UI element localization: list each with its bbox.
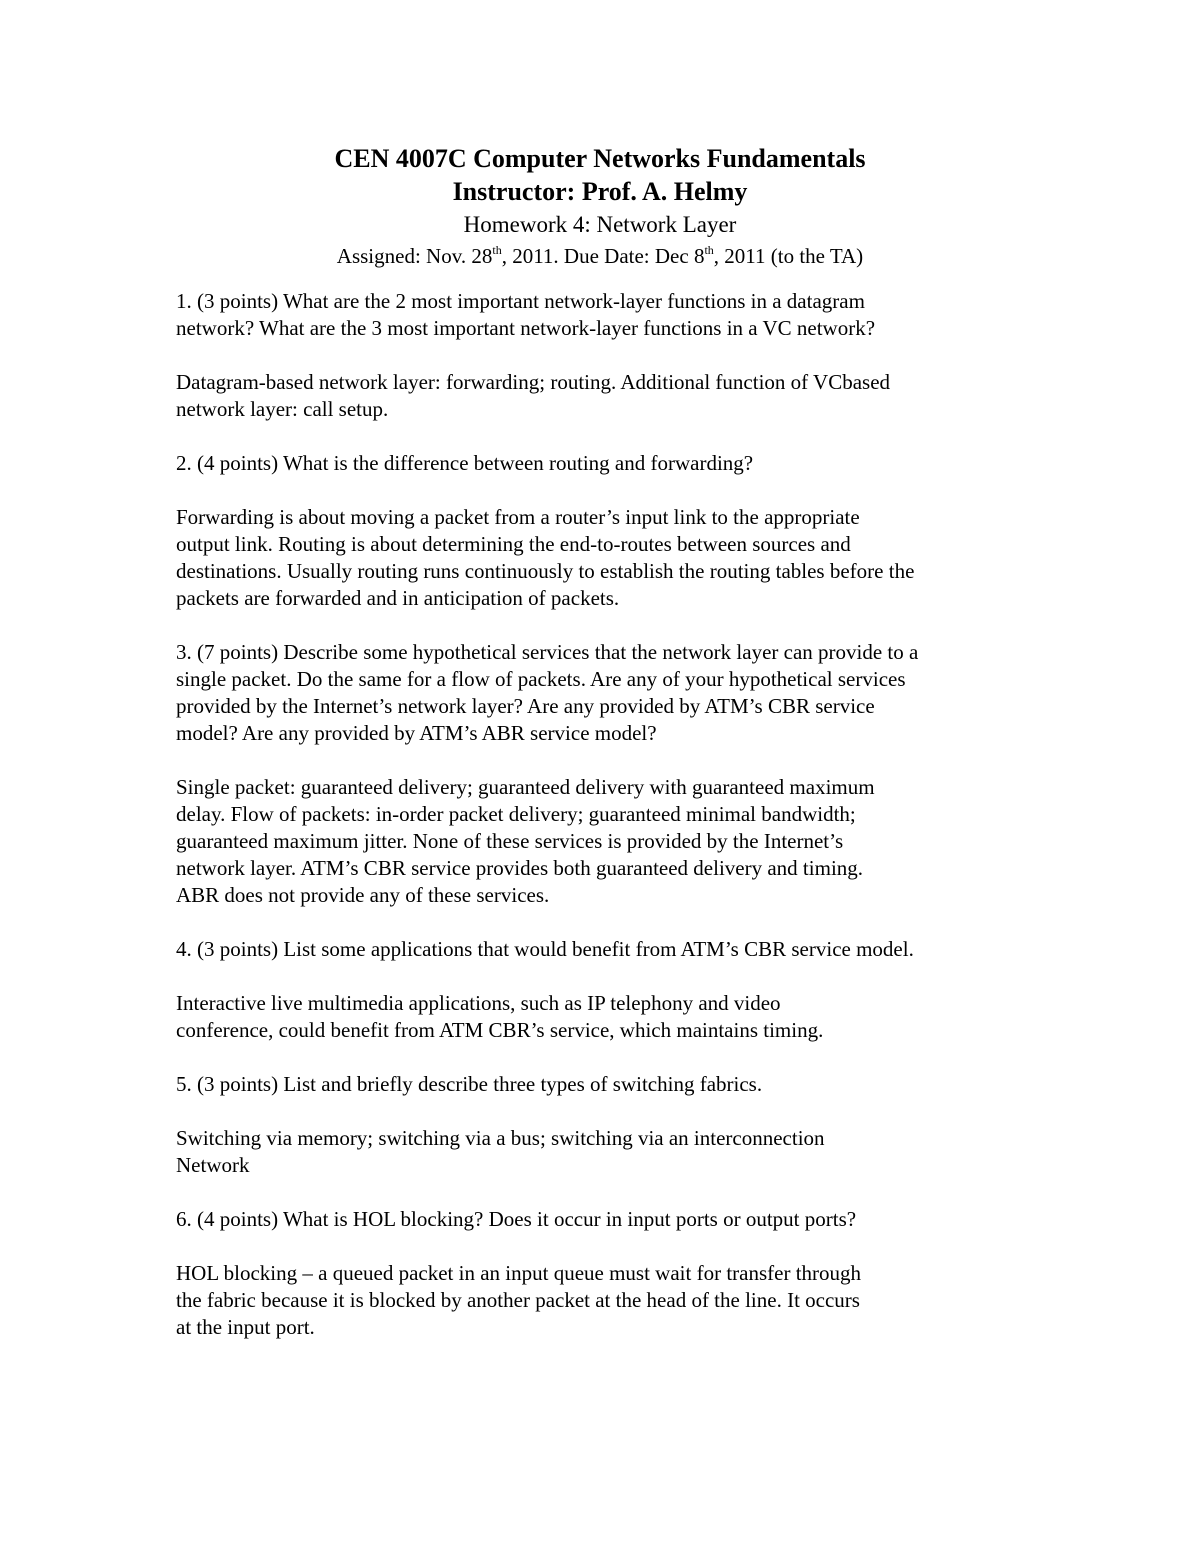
answer-block bbox=[176, 504, 1056, 612]
instructor-line: Instructor: Prof. A. Helmy bbox=[452, 177, 748, 206]
text-line: delay. Flow of packets: in-order packet delivery; guaranteed minimal bandwidth; bbox=[176, 802, 856, 826]
text-line: 5. (3 points) List and briefly describe three types of switching fabrics. bbox=[176, 1072, 763, 1096]
answer-block bbox=[176, 774, 1056, 909]
text-line: 3. (7 points) Describe some hypothetical services that the network layer can provide to a bbox=[176, 640, 919, 664]
text-line: 1. (3 points) What are the 2 most important network-layer functions in a datagram bbox=[176, 289, 865, 313]
question-block bbox=[176, 450, 1056, 477]
text-line: 2. (4 points) What is the difference between routing and forwarding? bbox=[176, 451, 754, 475]
text-line: destinations. Usually routing runs continuously to establish the routing tables before the bbox=[176, 559, 915, 583]
due-superscript: th bbox=[704, 243, 714, 257]
course-title: CEN 4007C Computer Networks Fundamentals bbox=[334, 144, 866, 173]
question-block bbox=[176, 936, 1056, 963]
question-block bbox=[176, 288, 1056, 342]
due-suffix: , 2011 (to the TA) bbox=[713, 244, 864, 268]
question-block bbox=[176, 639, 1056, 747]
assigned-text: Assigned: Nov. 28 bbox=[336, 244, 493, 268]
text-line: Interactive live multimedia applications, such as IP telephony and video bbox=[176, 991, 781, 1015]
text-line: guaranteed maximum jitter. None of these services is provided by the Internet’s bbox=[176, 829, 844, 853]
text-line: provided by the Internet’s network layer? Are any provided by ATM’s CBR service bbox=[176, 694, 875, 718]
question-block bbox=[176, 1206, 1056, 1233]
assigned-superscript: th bbox=[492, 243, 502, 257]
question-block bbox=[176, 1071, 1056, 1098]
document-header bbox=[0, 142, 1200, 270]
text-line: single packet. Do the same for a flow of packets. Are any of your hypothetical services bbox=[176, 667, 906, 691]
text-line: Datagram-based network layer: forwarding; routing. Additional function of VCbased bbox=[176, 370, 891, 394]
text-line: Switching via memory; switching via a bus; switching via an interconnection bbox=[176, 1126, 825, 1150]
text-line: conference, could benefit from ATM CBR’s service, which maintains timing. bbox=[176, 1018, 824, 1042]
text-line: 4. (3 points) List some applications that would benefit from ATM’s CBR service model. bbox=[176, 937, 914, 961]
text-line: at the input port. bbox=[176, 1315, 315, 1339]
answer-block bbox=[176, 1260, 1056, 1341]
document-body bbox=[176, 288, 1056, 1368]
text-line: ABR does not provide any of these services. bbox=[176, 883, 550, 907]
text-line: network layer. ATM’s CBR service provides both guaranteed delivery and timing. bbox=[176, 856, 864, 880]
text-line: output link. Routing is about determining the end-to-routes between sources and bbox=[176, 532, 851, 556]
text-line: Network bbox=[176, 1153, 250, 1177]
text-line: Forwarding is about moving a packet from a router’s input link to the appropriate bbox=[176, 505, 860, 529]
homework-title: Homework 4: Network Layer bbox=[463, 212, 737, 237]
text-line: network layer: call setup. bbox=[176, 397, 389, 421]
dates-line bbox=[0, 242, 1200, 270]
answer-block bbox=[176, 990, 1056, 1044]
answer-block bbox=[176, 369, 1056, 423]
text-line: model? Are any provided by ATM’s ABR service model? bbox=[176, 721, 657, 745]
text-line: 6. (4 points) What is HOL blocking? Does it occur in input ports or output ports? bbox=[176, 1207, 857, 1231]
due-text: , 2011. Due Date: Dec 8 bbox=[501, 244, 705, 268]
text-line: HOL blocking – a queued packet in an input queue must wait for transfer through bbox=[176, 1261, 862, 1285]
text-line: packets are forwarded and in anticipation of packets. bbox=[176, 586, 620, 610]
answer-block bbox=[176, 1125, 1056, 1179]
text-line: Single packet: guaranteed delivery; guaranteed delivery with guaranteed maximum bbox=[176, 775, 875, 799]
text-line: network? What are the 3 most important network-layer functions in a VC network? bbox=[176, 316, 876, 340]
text-line: the fabric because it is blocked by another packet at the head of the line. It occurs bbox=[176, 1288, 860, 1312]
